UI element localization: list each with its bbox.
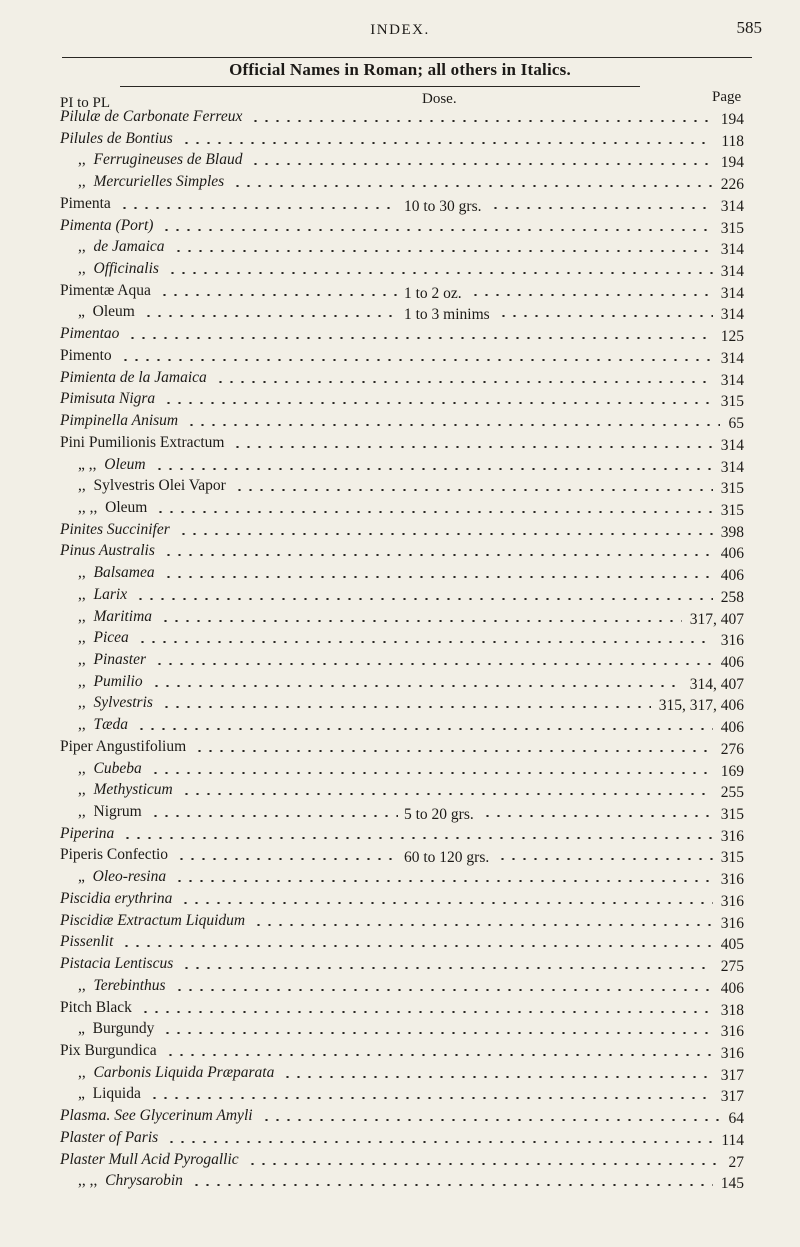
- entry-dose: 5 to 20 grs.: [404, 806, 474, 824]
- entry-term: [78, 977, 166, 995]
- dot-leader: [194, 750, 713, 752]
- running-head: [0, 18, 800, 48]
- entry-name: Mercurielles Simples: [93, 173, 225, 191]
- entry-page: 114: [721, 1131, 744, 1149]
- entry-name: Burgundy: [92, 1020, 155, 1038]
- index-entry: [0, 890, 800, 910]
- entry-name: Plasma. See Glycerinum Amyli: [60, 1107, 253, 1125]
- index-entry: [0, 1085, 800, 1105]
- entry-name: Maritima: [93, 607, 153, 625]
- entry-name: Terebinthus: [93, 976, 166, 994]
- entry-term: [60, 521, 170, 539]
- dot-leader: [140, 1011, 713, 1013]
- entry-name: Pilulæ de Carbonate Ferreux: [60, 108, 243, 125]
- entry-name: Pimentæ Aqua: [60, 281, 151, 299]
- entry-page: 314: [720, 284, 744, 302]
- entry-term: [78, 586, 127, 604]
- index-entry: [0, 1151, 800, 1171]
- dot-leader: [150, 815, 398, 817]
- entry-page: 315: [720, 393, 744, 411]
- entry-term: [60, 130, 173, 148]
- entry-name: Piper Angustifolium: [60, 737, 187, 755]
- entry-term: [60, 1151, 239, 1169]
- dot-leader: [163, 402, 713, 404]
- index-entry: [0, 738, 800, 758]
- entry-page: 316: [720, 827, 744, 845]
- entry-term: [78, 1172, 183, 1190]
- entry-term: [60, 933, 113, 951]
- entry-page: 406: [720, 979, 744, 997]
- entry-term: [60, 412, 178, 430]
- entry-term: [78, 564, 155, 582]
- entry-dose: 10 to 30 grs.: [404, 197, 482, 215]
- entry-page: 315: [720, 480, 744, 498]
- entry-term: [60, 1107, 253, 1125]
- dot-leader: [176, 858, 398, 860]
- index-entry: [0, 195, 800, 215]
- entry-term: [60, 108, 242, 126]
- entry-term: [60, 912, 245, 930]
- entry-name: Pissenlit: [60, 933, 114, 951]
- entry-term: [60, 542, 155, 560]
- entry-term: [78, 629, 129, 647]
- dot-leader: [174, 989, 713, 991]
- entry-term: [78, 303, 135, 321]
- entry-name: Pimento: [60, 346, 112, 364]
- subtitle-rule: [120, 86, 640, 87]
- ditto-mark: ,,: [78, 976, 86, 994]
- index-entry: [0, 999, 800, 1019]
- index-entry: [0, 151, 800, 171]
- entry-term: [78, 456, 146, 474]
- dot-leader: [149, 1097, 713, 1099]
- entry-page: 315: [720, 219, 744, 237]
- ditto-mark: ,, ,,: [78, 498, 98, 516]
- entry-term: [78, 651, 146, 669]
- dot-leader: [232, 185, 713, 187]
- index-entry: [0, 868, 800, 888]
- entry-page: 317, 407: [689, 610, 744, 628]
- entry-term: [78, 260, 159, 278]
- entry-name: Carbonis Liquida Præparata: [93, 1063, 275, 1081]
- entry-name: Pinites Succinifer: [60, 520, 170, 538]
- index-entry: [0, 781, 800, 801]
- entry-term: [60, 738, 186, 756]
- entry-term: [78, 760, 142, 778]
- entry-page: 194: [720, 154, 744, 172]
- dot-leader: [120, 359, 713, 361]
- dot-leader: [119, 207, 398, 209]
- entry-name: Piperina: [60, 824, 115, 842]
- ditto-mark: ,,: [78, 651, 86, 668]
- index-entry: [0, 499, 800, 519]
- dot-leader: [181, 793, 713, 795]
- ditto-mark: ,,: [78, 759, 86, 777]
- index-entry: [0, 369, 800, 389]
- entry-term: [78, 1085, 141, 1103]
- ditto-mark: ,,: [78, 585, 86, 603]
- entry-name: Larix: [93, 585, 128, 603]
- dot-leader: [173, 250, 713, 252]
- entry-name: Pix Burgundica: [60, 1041, 157, 1059]
- entry-term: [78, 716, 128, 734]
- entry-page: 316: [720, 892, 744, 910]
- ditto-mark: „: [78, 1085, 85, 1103]
- entry-name: Pimenta (Port): [60, 216, 154, 234]
- entry-term: [78, 608, 152, 626]
- entry-name: Picea: [93, 629, 129, 647]
- dot-leader: [234, 489, 713, 491]
- entry-name: Cubeba: [93, 759, 142, 777]
- entry-name: Pinaster: [93, 651, 147, 668]
- entry-page: 314: [720, 371, 744, 389]
- entry-term: [78, 238, 165, 256]
- entry-page: 65: [728, 415, 744, 433]
- ditto-mark: ,,: [78, 781, 86, 799]
- entry-term: [78, 499, 147, 517]
- entry-name: Pimienta de la Jamaica: [60, 368, 207, 386]
- entry-term: [78, 694, 153, 712]
- entry-name: Nigrum: [93, 803, 142, 821]
- entry-page: 255: [720, 784, 744, 802]
- entry-term: [60, 955, 173, 973]
- entry-term: [78, 673, 143, 691]
- entry-term: [78, 803, 142, 821]
- dot-leader: [135, 598, 713, 600]
- index-entry: [0, 673, 800, 693]
- page-heading: Page: [712, 89, 742, 105]
- dot-leader: [163, 576, 713, 578]
- dot-leader: [178, 533, 713, 535]
- index-entry: [0, 1172, 800, 1192]
- entry-term: [60, 1129, 158, 1147]
- dot-leader: [137, 641, 713, 643]
- index-entry: [0, 955, 800, 975]
- ditto-mark: „: [78, 868, 85, 886]
- entry-page: 258: [720, 588, 744, 606]
- index-entry: [0, 238, 800, 258]
- entry-name: Chrysarobin: [105, 1172, 183, 1190]
- entry-term: [60, 846, 168, 864]
- entry-page: 314: [720, 241, 744, 259]
- dot-leader: [151, 685, 682, 687]
- index-entry: [0, 629, 800, 649]
- dot-leader: [498, 315, 713, 317]
- entry-name: Piscidia erythrina: [60, 889, 173, 907]
- index-subtitle: Official Names in Roman; all others in Italics.: [229, 60, 571, 79]
- entry-page: 315: [720, 806, 744, 824]
- entry-term: [60, 217, 153, 235]
- dot-leader: [122, 837, 713, 839]
- entry-name: Oleo-resina: [92, 868, 167, 886]
- dot-leader: [253, 924, 713, 926]
- entry-page: 314: [720, 458, 744, 476]
- entry-page: 314: [720, 197, 744, 215]
- dot-leader: [174, 880, 713, 882]
- entry-page: 314: [720, 349, 744, 367]
- entry-page: 315: [720, 501, 744, 519]
- dot-leader: [154, 663, 713, 665]
- entry-page: 314, 407: [689, 675, 744, 693]
- entry-name: Pinus Australis: [60, 542, 155, 560]
- entry-page: 118: [721, 132, 744, 150]
- entry-term: [60, 282, 151, 300]
- dot-leader: [155, 511, 713, 513]
- index-entry: [0, 608, 800, 628]
- entry-page: 316: [720, 632, 744, 650]
- entry-page: 314: [720, 306, 744, 324]
- dot-leader: [163, 554, 713, 556]
- dot-leader: [165, 1054, 713, 1056]
- dot-leader: [497, 858, 713, 860]
- entry-name: Pimenta: [60, 194, 111, 212]
- entry-page: 145: [720, 1175, 744, 1193]
- ditto-mark: ,,: [78, 477, 86, 495]
- entry-page: 316: [720, 1044, 744, 1062]
- entry-name: Officinalis: [93, 260, 159, 278]
- index-entry: [0, 477, 800, 497]
- entry-name: Balsamea: [93, 564, 155, 582]
- entry-page: 316: [720, 1023, 744, 1041]
- entry-page: 125: [720, 328, 744, 346]
- entry-page: 314: [720, 263, 744, 281]
- entry-term: [78, 1064, 274, 1082]
- range-heading: PI to PL: [60, 95, 111, 111]
- index-entry: [0, 1129, 800, 1149]
- entry-dose: 60 to 120 grs.: [404, 849, 490, 867]
- dot-leader: [191, 1184, 713, 1186]
- entry-page: 169: [720, 762, 744, 780]
- index-entry: [0, 1042, 800, 1062]
- entry-page: 64: [728, 1110, 744, 1128]
- entry-name: Liquida: [92, 1085, 141, 1103]
- running-title: INDEX.: [370, 22, 430, 38]
- dot-leader: [250, 163, 713, 165]
- index-entry: [0, 716, 800, 736]
- dot-leader: [159, 294, 398, 296]
- entry-name: Pimentao: [60, 325, 120, 343]
- entry-name: Sylvestris Olei Vapor: [93, 477, 226, 495]
- dot-leader: [181, 142, 713, 144]
- ditto-mark: „ ,,: [78, 455, 97, 473]
- ditto-mark: ,,: [78, 803, 86, 821]
- dot-leader: [186, 424, 720, 426]
- index-entry: [0, 825, 800, 845]
- entry-term: [78, 477, 226, 495]
- entry-term: [78, 781, 173, 799]
- entry-term: [78, 151, 242, 169]
- entry-page: 406: [720, 545, 744, 563]
- ditto-mark: „: [78, 303, 85, 321]
- index-entry: [0, 260, 800, 280]
- page-number: 585: [736, 18, 762, 37]
- entry-name: Piscidiæ Extractum Liquidum: [60, 911, 246, 929]
- dot-leader: [261, 1119, 720, 1121]
- index-entry: [0, 456, 800, 476]
- index-entry: [0, 564, 800, 584]
- dot-leader: [470, 294, 713, 296]
- dot-leader: [180, 902, 713, 904]
- ditto-mark: ,,: [78, 716, 86, 734]
- index-entry: [0, 173, 800, 193]
- entry-page: 226: [720, 176, 744, 194]
- dot-leader: [181, 967, 713, 969]
- entry-page: 405: [720, 936, 744, 954]
- entry-page: 27: [728, 1153, 744, 1171]
- dot-leader: [490, 207, 713, 209]
- index-entry: [0, 912, 800, 932]
- index-entry: [0, 434, 800, 454]
- index-entry: [0, 933, 800, 953]
- index-entry: [0, 586, 800, 606]
- dot-leader: [136, 728, 713, 730]
- index-entry: [0, 282, 800, 302]
- dot-leader: [121, 945, 713, 947]
- entry-name: Oleum: [105, 498, 148, 516]
- entry-name: Tæda: [93, 716, 128, 734]
- entry-term: [78, 173, 224, 191]
- entry-name: Plaster of Paris: [60, 1128, 159, 1146]
- dot-leader: [154, 468, 713, 470]
- dot-leader: [167, 272, 713, 274]
- entry-name: Pistacia Lentiscus: [60, 955, 174, 973]
- index-entry: [0, 521, 800, 541]
- entry-name: de Jamaica: [93, 238, 165, 256]
- ditto-mark: ,,: [78, 607, 86, 625]
- dot-leader: [127, 337, 713, 339]
- entry-page: 406: [720, 719, 744, 737]
- ditto-mark: ,,: [78, 629, 86, 647]
- ditto-mark: „: [78, 1020, 85, 1038]
- dot-leader: [282, 1076, 713, 1078]
- dot-leader: [143, 315, 398, 317]
- entry-page: 315, 317, 406: [658, 697, 744, 715]
- index-entry: [0, 303, 800, 323]
- header-rule: [62, 57, 752, 58]
- index-entry: [0, 1064, 800, 1084]
- entry-name: Methysticum: [93, 781, 173, 799]
- entry-dose: 1 to 2 oz.: [404, 284, 462, 302]
- index-entry: [0, 542, 800, 562]
- dot-leader: [166, 1141, 713, 1143]
- entry-name: Pimisuta Nigra: [60, 390, 156, 408]
- entry-name: Pimpinella Anisum: [60, 412, 179, 430]
- entry-page: 406: [720, 567, 744, 585]
- entry-name: Sylvestris: [93, 694, 153, 712]
- dot-leader: [247, 1163, 720, 1165]
- index-entry: [0, 803, 800, 823]
- index-entry: [0, 977, 800, 997]
- ditto-mark: ,,: [78, 151, 86, 169]
- entry-term: [60, 195, 111, 213]
- dot-leader: [161, 706, 651, 708]
- entry-term: [60, 369, 207, 387]
- entry-page: 317: [720, 1066, 744, 1084]
- entry-term: [60, 434, 224, 452]
- dot-leader: [250, 120, 713, 122]
- index-entry: [0, 217, 800, 237]
- entry-page: 194: [720, 111, 744, 128]
- index-entry: [0, 694, 800, 714]
- index-entry: [0, 846, 800, 866]
- index-entry: [0, 760, 800, 780]
- entry-page: 406: [720, 654, 744, 671]
- dot-leader: [162, 1032, 713, 1034]
- dose-heading: Dose.: [422, 91, 457, 107]
- entry-name: Pilules de Bontius: [60, 129, 173, 147]
- entry-name: Oleum: [104, 455, 146, 473]
- entry-term: [60, 390, 155, 408]
- entry-name: Pumilio: [93, 672, 143, 690]
- dot-leader: [150, 772, 713, 774]
- ditto-mark: ,,: [78, 238, 86, 256]
- index-entry: [0, 651, 800, 671]
- entry-term: [78, 868, 166, 886]
- ditto-mark: ,,: [78, 672, 86, 690]
- ditto-mark: ,,: [78, 694, 86, 712]
- entry-page: 318: [720, 1001, 744, 1019]
- index-entry: [0, 390, 800, 410]
- entry-page: 315: [720, 849, 744, 867]
- ditto-mark: ,,: [78, 173, 86, 191]
- index-entry: [0, 130, 800, 150]
- entry-page: 276: [720, 740, 744, 758]
- dot-leader: [160, 620, 682, 622]
- entry-term: [78, 1020, 154, 1038]
- entry-name: Pitch Black: [60, 998, 132, 1016]
- ditto-mark: ,,: [78, 564, 86, 582]
- entry-term: [60, 999, 132, 1017]
- entry-name: Piperis Confectio: [60, 846, 169, 864]
- entry-page: 314: [720, 436, 744, 454]
- dot-leader: [482, 815, 713, 817]
- entry-term: [60, 890, 172, 908]
- ditto-mark: ,,: [78, 260, 86, 278]
- entry-name: Pini Pumilionis Extractum: [60, 433, 225, 451]
- ditto-mark: ,, ,,: [78, 1172, 98, 1190]
- entry-name: Ferrugineuses de Blaud: [93, 151, 243, 169]
- entry-term: [60, 1042, 157, 1060]
- ditto-mark: ,,: [78, 1063, 86, 1081]
- index-entry: [0, 108, 800, 128]
- entry-term: [60, 825, 114, 843]
- index-entry: [0, 347, 800, 367]
- entry-page: 398: [720, 523, 744, 541]
- index-entry: [0, 412, 800, 432]
- dot-leader: [215, 381, 713, 383]
- index-entry: [0, 1107, 800, 1127]
- dot-leader: [232, 446, 713, 448]
- entry-dose: 1 to 3 minims: [404, 306, 490, 324]
- entry-term: [60, 325, 119, 343]
- entry-page: 275: [720, 958, 744, 976]
- entry-page: 317: [720, 1088, 744, 1106]
- entry-page: 316: [720, 914, 744, 932]
- entry-name: Plaster Mull Acid Pyrogallic: [60, 1150, 239, 1168]
- index-entry: [0, 325, 800, 345]
- entry-name: Oleum: [92, 303, 135, 321]
- index-entry: [0, 1020, 800, 1040]
- dot-leader: [161, 229, 713, 231]
- entry-term: [60, 347, 112, 365]
- entry-page: 316: [720, 871, 744, 889]
